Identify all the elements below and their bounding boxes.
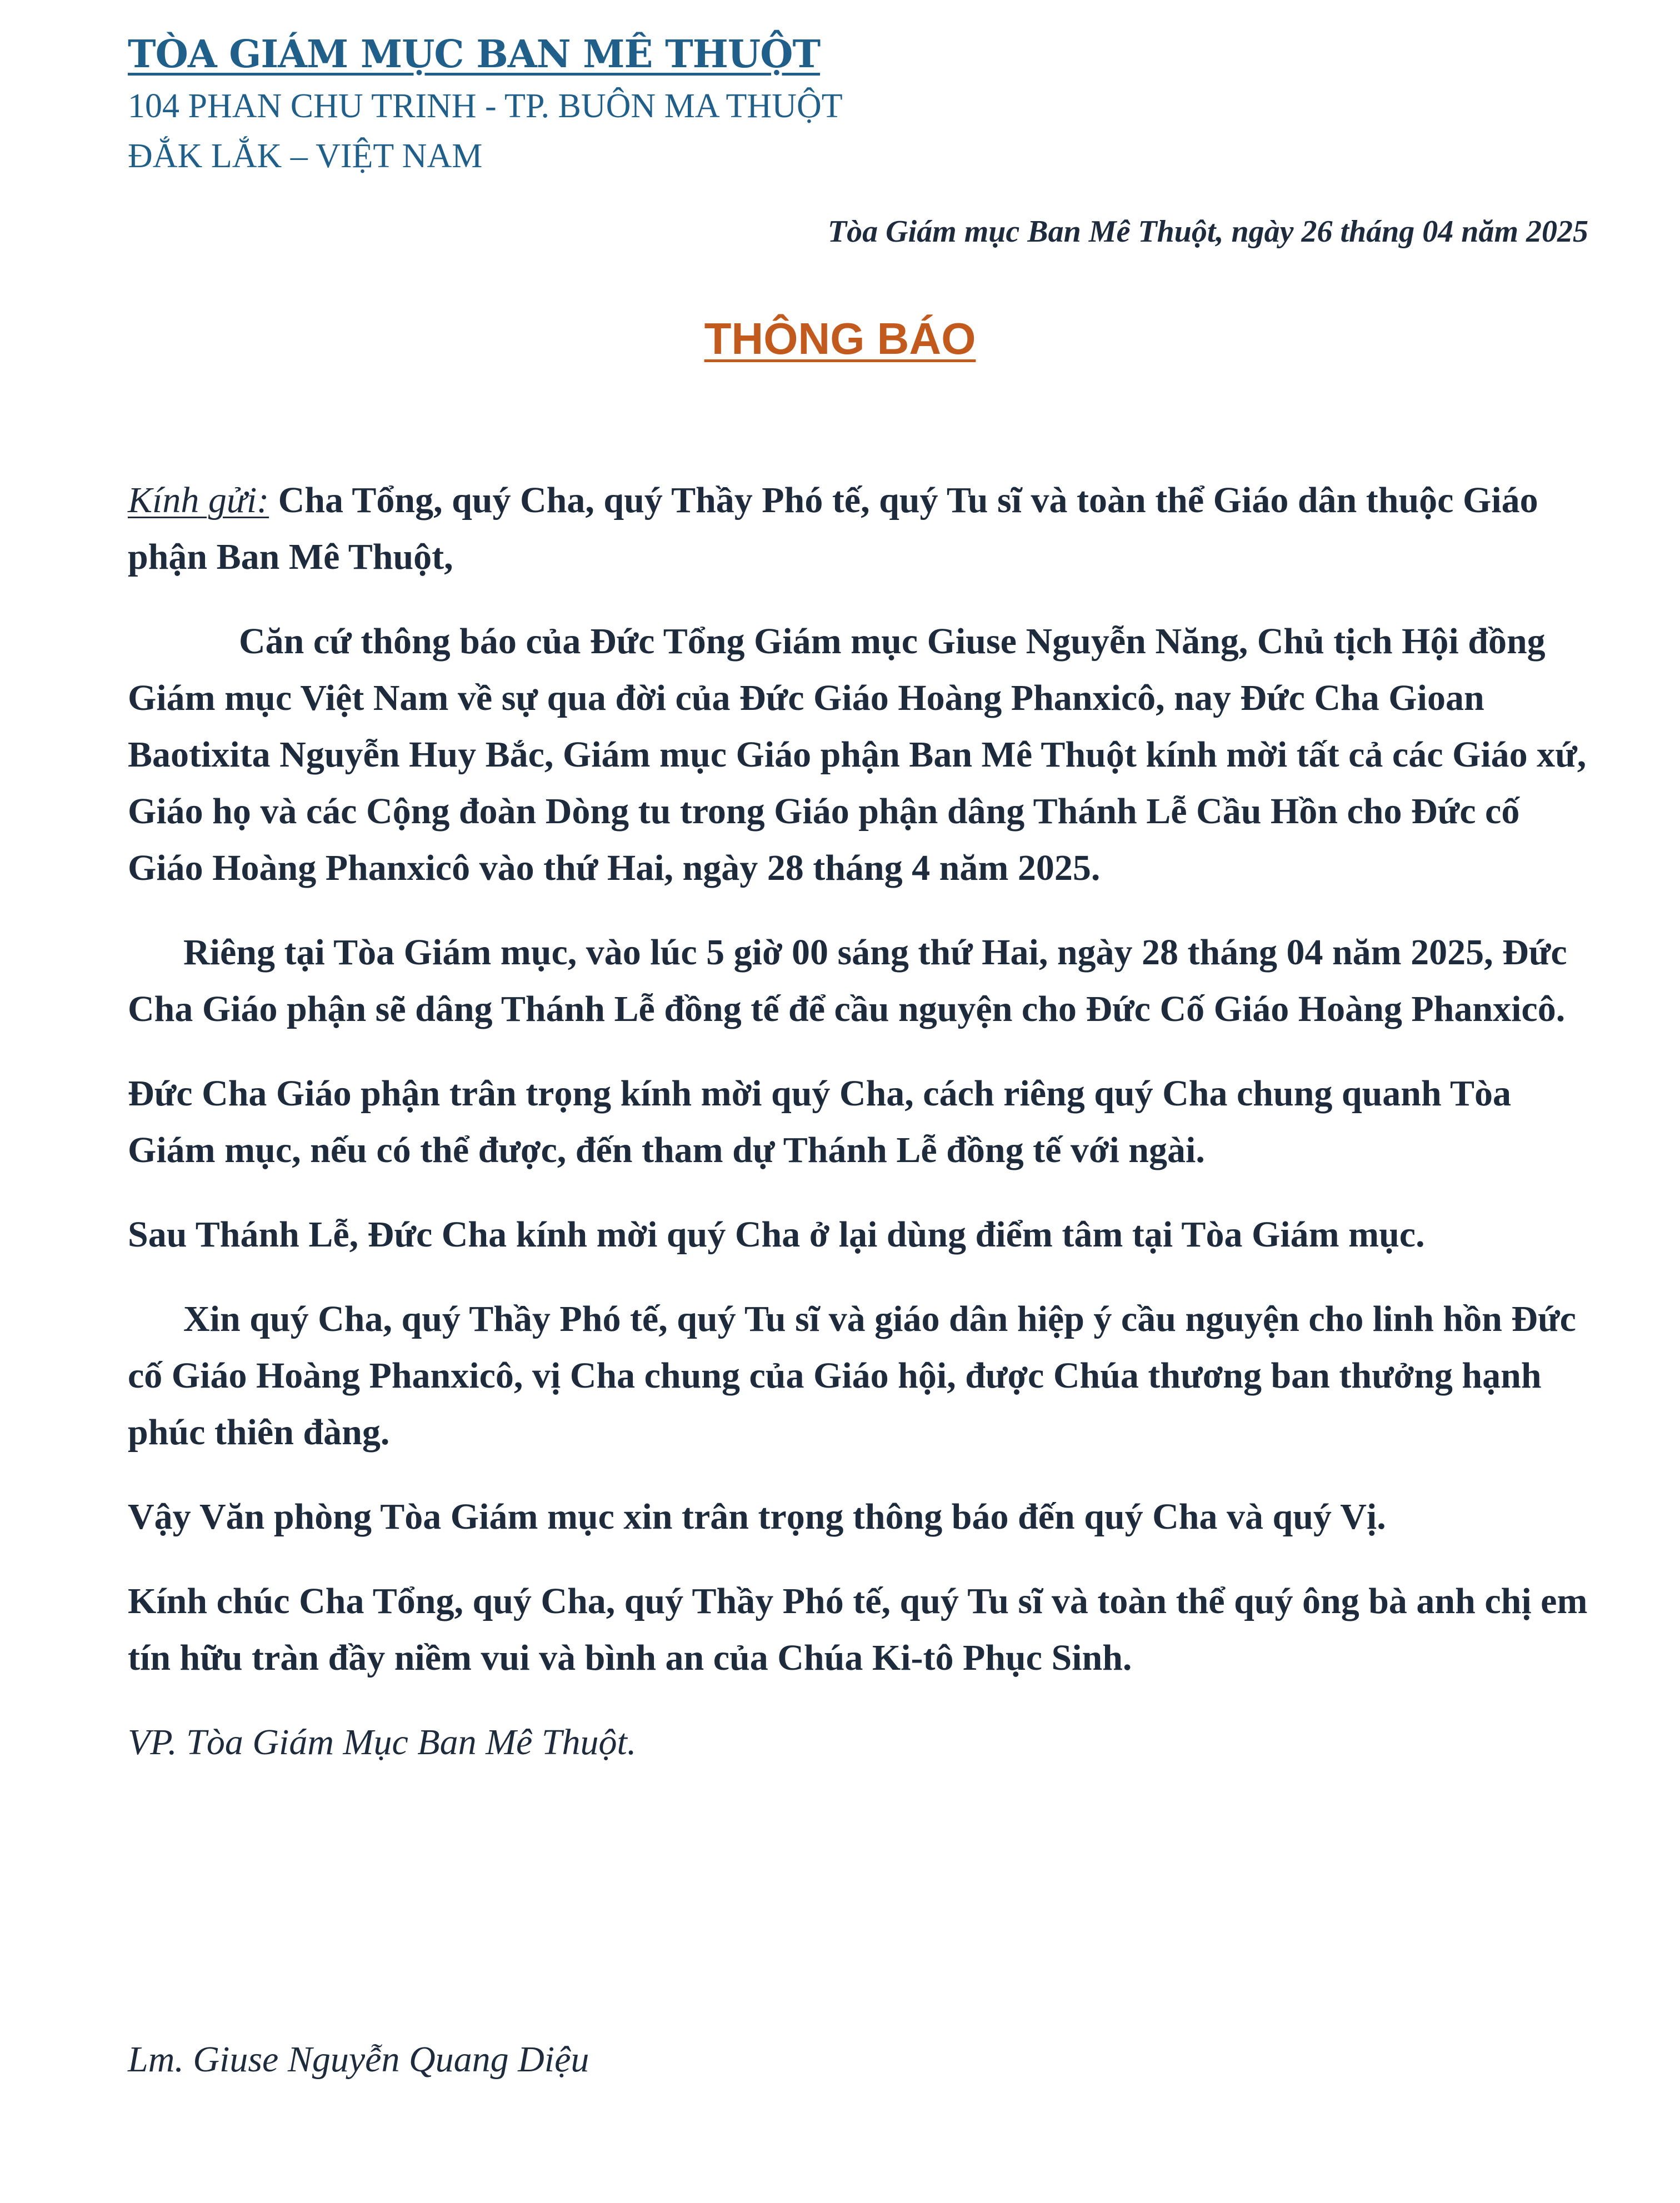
document-heading	[0, 308, 1680, 369]
addressee-label: Kính gửi:	[128, 480, 269, 520]
document-heading-text: THÔNG BÁO	[704, 314, 976, 363]
body-paragraph-5: Xin quý Cha, quý Thầy Phó tế, quý Tu sĩ và giáo dân hiệp ý cầu nguyện cho linh hồn Đức cố Giáo Hoàng Phanxicô, vị Cha chung của Giáo hội, được Chúa thương ban thưởng hạnh phúc thiên đàng.	[128, 1299, 1576, 1453]
body-paragraph-7: Kính chúc Cha Tổng, quý Cha, quý Thầy Phó tế, quý Tu sĩ và toàn thể quý ông bà anh chị em tín hữu tràn đầy niềm vui và bình an của Chúa Ki-tô Phục Sinh.	[128, 1581, 1588, 1678]
addressee-paragraph	[128, 472, 1594, 585]
body-paragraph-4: Sau Thánh Lễ, Đức Cha kính mời quý Cha ở lại dùng điểm tâm tại Tòa Giám mục.	[128, 1214, 1425, 1255]
letterhead-address-line-2: ĐẮK LẮK – VIỆT NAM	[128, 137, 483, 175]
document-body	[128, 472, 1594, 1799]
body-paragraph-2: Riêng tại Tòa Giám mục, vào lúc 5 giờ 00 sáng thứ Hai, ngày 28 tháng 04 năm 2025, Đức Cha Giáo phận sẽ dâng Thánh Lễ đồng tế để cầu nguyện cho Đức Cố Giáo Hoàng Phanxicô.	[128, 932, 1567, 1029]
addressee-text: Cha Tổng, quý Cha, quý Thầy Phó tế, quý Tu sĩ và toàn thể Giáo dân thuộc Giáo phận Ban Mê Thuột,	[128, 480, 1538, 577]
letterhead-address-line-1: 104 PHAN CHU TRINH - TP. BUÔN MA THUỘT	[128, 87, 843, 125]
office-signoff: VP. Tòa Giám Mục Ban Mê Thuột.	[128, 1722, 637, 1763]
body-paragraph-6: Vậy Văn phòng Tòa Giám mục xin trân trọng thông báo đến quý Cha và quý Vị.	[128, 1496, 1386, 1537]
body-paragraph-3: Đức Cha Giáo phận trân trọng kính mời quý Cha, cách riêng quý Cha chung quanh Tòa Giám mục, nếu có thể được, đến tham dự Thánh Lễ đồng tế với ngài.	[128, 1073, 1512, 1170]
letterhead	[128, 28, 1128, 181]
dateline: Tòa Giám mục Ban Mê Thuột, ngày 26 tháng 04 năm 2025	[827, 214, 1588, 249]
body-paragraph-1: Căn cứ thông báo của Đức Tổng Giám mục Giuse Nguyễn Năng, Chủ tịch Hội đồng Giám mục Việt Nam về sự qua đời của Đức Giáo Hoàng Phanxicô, nay Đức Cha Gioan Baotixita Nguyễn Huy Bắc, Giám mục Giáo phận Ban Mê Thuột kính mời tất cả các Giáo xứ, Giáo họ và các Cộng đoàn Dòng tu trong Giáo phận dâng Thánh Lễ Cầu Hồn cho Đức cố Giáo Hoàng Phanxicô vào thứ Hai, ngày 28 tháng 4 năm 2025.	[128, 621, 1587, 888]
signature-name: Lm. Giuse Nguyễn Quang Diệu	[128, 2039, 589, 2080]
letterhead-title: TÒA GIÁM MỤC BAN MÊ THUỘT	[128, 32, 821, 77]
